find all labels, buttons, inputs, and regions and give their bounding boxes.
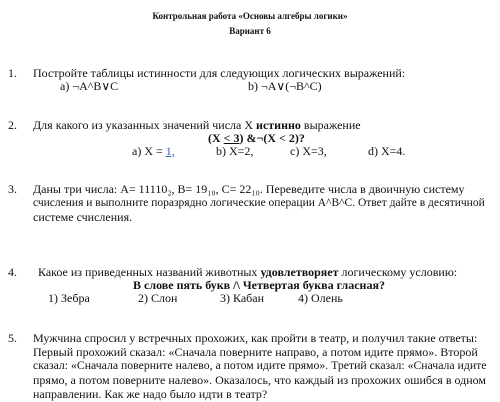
q2-option-c: c) X=3, — [290, 144, 327, 158]
q1-number: 1. — [8, 66, 17, 80]
q4-option-2: 2) Слон — [138, 291, 178, 305]
q3-line-2: счисления и выполните поразрядно логические операции A^B^C. Ответ дайте в десятичной — [33, 197, 485, 209]
q2-option-b: b) X=2, — [216, 144, 254, 158]
q4-option-1: 1) Зебра — [48, 291, 90, 305]
variant-title: Вариант 6 — [229, 26, 271, 36]
q1-text: Постройте таблицы истинности для следующих логических выражений: — [33, 66, 406, 80]
q2-text: Для какого из указанных значений числа Х истинно выражение — [33, 118, 361, 132]
q4-text: Какое из приведенных названий животных удовлетворяет логическому условию: — [38, 265, 458, 279]
q1-option-a: а) ¬A^B∨C — [60, 79, 119, 93]
q3-number: 3. — [8, 182, 17, 196]
q3-line-3: системе счисления. — [33, 210, 133, 224]
q5-line-4: прямо, а потом поверните налево». Оказалось, что каждый из прохожих ошибся в одном — [33, 373, 487, 387]
q5-line-2: Первый прохожий сказал: «Сначала поверните направо, а потом идите прямо». Второй — [33, 345, 478, 359]
q1-option-b: b) ¬A∨(¬B^C) — [248, 79, 322, 93]
q4-option-3: 3) Кабан — [220, 291, 265, 305]
q2-option-d: d) X=4. — [368, 144, 406, 158]
q4-number: 4. — [8, 265, 17, 279]
document-title: Контрольная работа «Основы алгебры логики» — [152, 11, 348, 21]
q4-option-4: 4) Олень — [298, 291, 343, 305]
q5-line-3: сказал: «Сначала поверните налево, а потом идите прямо». Третий сказал: «Сначала идите — [33, 359, 487, 372]
q3-line-1: Даны три числа: A= 11110₂, B= 19₁₀, C= 22₁₀. Переведите числа в двоичную систему — [33, 182, 465, 196]
q5-number: 5. — [8, 331, 17, 345]
q2-expression: (X < 3) &¬(X < 2)? — [208, 131, 305, 145]
q5-line-5: направлении. Как же надо было идти в театр? — [33, 387, 268, 401]
q2-option-a: a) X = 1, — [132, 144, 175, 158]
q5-line-1: Мужчина спросил у встречных прохожих, как пройти в театр, и получил такие ответы: — [33, 331, 478, 345]
q2-number: 2. — [8, 118, 17, 132]
q4-condition: В слове пять букв /\ Четвертая буква гласная? — [133, 278, 385, 292]
